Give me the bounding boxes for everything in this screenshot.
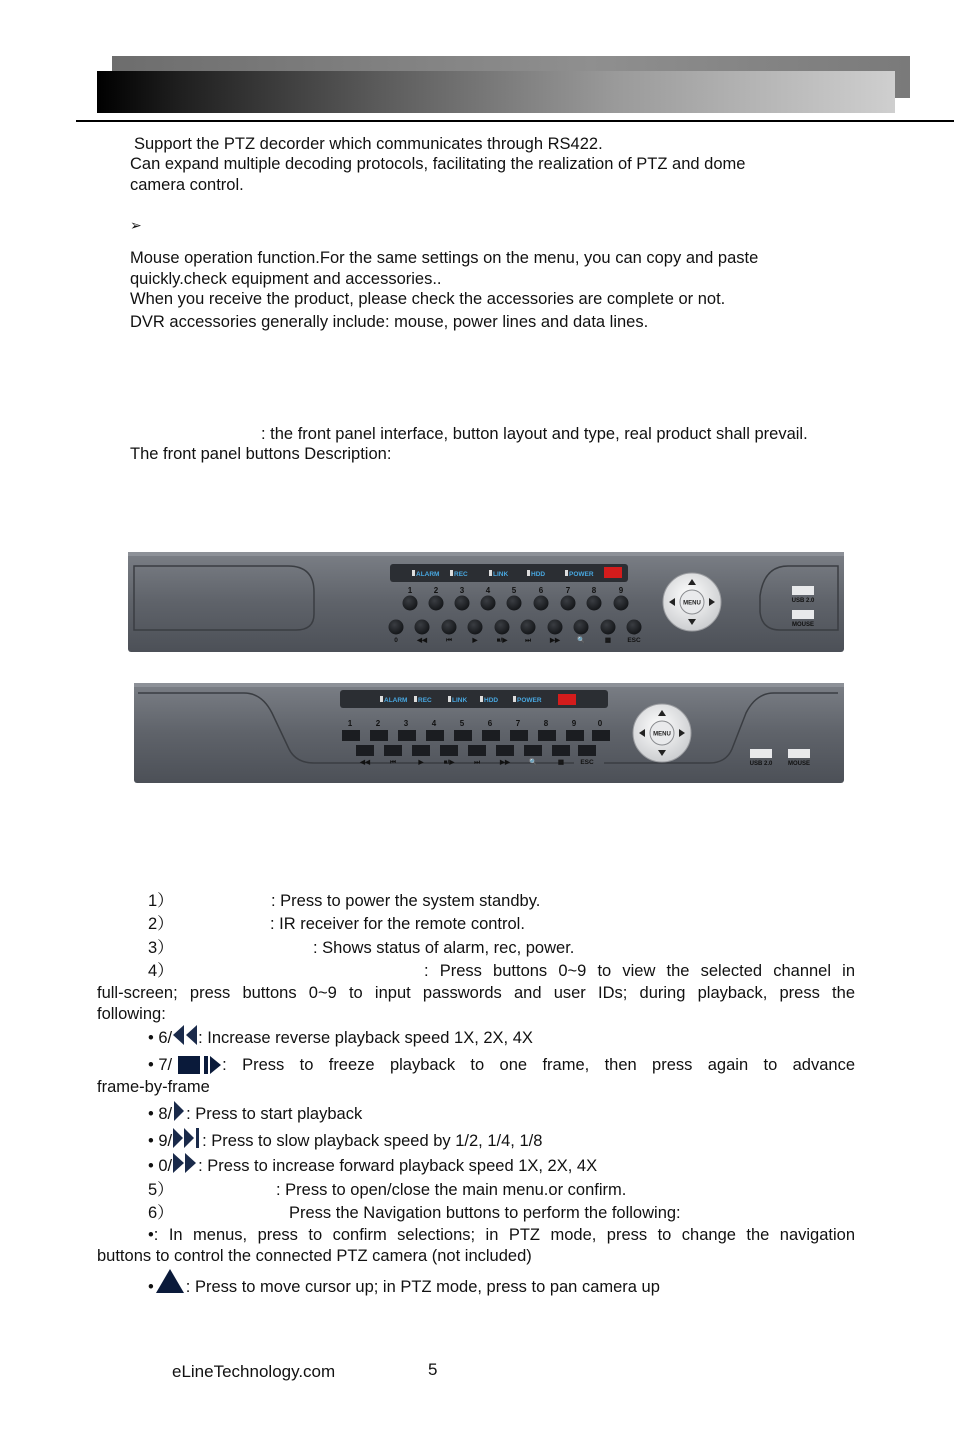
digit-button[interactable] xyxy=(534,596,549,611)
digit-button[interactable] xyxy=(592,730,610,741)
led-label-rec: REC xyxy=(418,697,432,704)
mouse-line-2: quickly.check equipment and accessories.. xyxy=(130,270,442,288)
item-1-text: : Press to power the system standby. xyxy=(271,892,541,910)
digit-button[interactable] xyxy=(370,730,388,741)
note-line-1: : the front panel interface, button layout and type, real product shall prevail. xyxy=(261,425,808,443)
digit-label: 4 xyxy=(431,719,437,728)
digit-button[interactable] xyxy=(454,730,472,741)
digit-button[interactable] xyxy=(566,730,584,741)
header-rule xyxy=(76,120,954,122)
esc-button[interactable] xyxy=(627,620,642,635)
usb-port[interactable] xyxy=(750,749,772,758)
prev-button[interactable] xyxy=(442,620,457,635)
bullet-6-text: : Increase reverse playback speed 1X, 2X, 4X xyxy=(198,1029,533,1047)
bullet-7-prefix: • 7/ xyxy=(148,1056,173,1074)
pause-button[interactable] xyxy=(440,745,458,756)
svg-text:⏮: ⏮ xyxy=(446,637,452,644)
mouse-port[interactable] xyxy=(792,610,814,619)
bullet-7-line-2: frame-by-frame xyxy=(97,1078,210,1096)
fast-forward-icon xyxy=(172,1152,198,1174)
rewind-button[interactable] xyxy=(356,745,374,756)
forward-button[interactable] xyxy=(548,620,563,635)
led-label-power: POWER xyxy=(569,571,594,578)
led-label-power: POWER xyxy=(517,697,542,704)
item-4-line-2: full-screen; press buttons 0~9 to input passwords and user IDs; during playback, press the xyxy=(97,984,855,1002)
bullet-0 xyxy=(148,1152,597,1179)
bullet-6 xyxy=(148,1024,533,1051)
digit-button[interactable] xyxy=(429,596,444,611)
led-label-alarm: ALARM xyxy=(384,697,408,704)
bullet-9-prefix: • 9/ xyxy=(148,1132,173,1150)
play-button[interactable] xyxy=(468,620,483,635)
bullet-9 xyxy=(148,1127,542,1154)
item-3-text: : Shows status of alarm, rec, power. xyxy=(313,939,575,957)
bullet-6-prefix: • 6/ xyxy=(148,1029,173,1047)
digit-button[interactable] xyxy=(587,596,602,611)
digit-label: 7 xyxy=(515,719,521,728)
page-number: 5 xyxy=(428,1360,438,1379)
pause-step-icon xyxy=(178,1054,222,1076)
item-1-number: 1） xyxy=(148,892,174,910)
led-label-alarm: ALARM xyxy=(416,571,440,578)
digit-label: 9 xyxy=(571,719,577,728)
digit-button[interactable] xyxy=(426,730,444,741)
svg-text:▶: ▶ xyxy=(418,759,424,766)
digit-label: 9 xyxy=(618,586,624,595)
multi-screen-button[interactable] xyxy=(552,745,570,756)
esc-label: ESC xyxy=(627,637,641,644)
item-3-number: 3） xyxy=(148,939,174,957)
digit-label: 1 xyxy=(347,719,353,728)
digit-button[interactable] xyxy=(455,596,470,611)
led-label-link: LINK xyxy=(452,697,468,704)
svg-text:⏭: ⏭ xyxy=(525,637,531,644)
digit-button[interactable] xyxy=(614,596,629,611)
digit-label: 5 xyxy=(459,719,465,728)
bullet-7-text: : Press to freeze playback to one frame, then press again to advance xyxy=(222,1056,855,1074)
mouse-label: MOUSE xyxy=(787,761,811,767)
svg-text:⏭: ⏭ xyxy=(474,759,480,766)
led-label-rec: REC xyxy=(454,571,468,578)
bullet-9-text: : Press to slow playback speed by 1/2, 1/4, 1/8 xyxy=(202,1132,543,1150)
digit-label: 1 xyxy=(407,586,413,595)
next-button[interactable] xyxy=(468,745,486,756)
multi-screen-button[interactable] xyxy=(601,620,616,635)
item-4-number: 4） xyxy=(148,962,174,980)
menu-label: MENU xyxy=(653,731,671,738)
usb-port[interactable] xyxy=(792,586,814,595)
digit-label: 5 xyxy=(511,586,517,595)
rewind-icon xyxy=(172,1024,198,1046)
pause-button[interactable] xyxy=(495,620,510,635)
intro-line-1: Support the PTZ decorder which communicates through RS422. xyxy=(134,135,603,153)
search-button[interactable] xyxy=(524,745,542,756)
svg-text:◀◀: ◀◀ xyxy=(360,759,370,766)
bullet-up-prefix: • xyxy=(148,1278,154,1296)
forward-button[interactable] xyxy=(496,745,514,756)
digit-button[interactable] xyxy=(538,730,556,741)
usb-label: USB 2.0 xyxy=(791,598,815,604)
bullet-up xyxy=(148,1267,660,1300)
intro-line-3: camera control. xyxy=(130,176,244,194)
svg-text:▶: ▶ xyxy=(472,637,478,644)
slow-forward-icon xyxy=(172,1127,202,1149)
nav-line-2: buttons to control the connected PTZ camera (not included) xyxy=(97,1247,532,1265)
led-label-hdd: HDD xyxy=(531,571,546,578)
rewind-button[interactable] xyxy=(415,620,430,635)
digit-label: 7 xyxy=(565,586,571,595)
digit-label: 2 xyxy=(375,719,381,728)
digit-button[interactable] xyxy=(510,730,528,741)
nav-line-1: •: In menus, press to confirm selections; in PTZ mode, press to change the navigation xyxy=(148,1226,855,1244)
item-4-text: : Press buttons 0~9 to view the selected channel in xyxy=(424,962,855,980)
led-label-hdd: HDD xyxy=(484,697,499,704)
esc-label: ESC xyxy=(580,759,594,766)
zero-label: 0 xyxy=(394,637,398,644)
svg-text:⏮: ⏮ xyxy=(390,759,396,766)
digit-label: 3 xyxy=(459,586,465,595)
bullet-up-text: : Press to move cursor up; in PTZ mode, press to pan camera up xyxy=(185,1278,660,1296)
svg-text:▦: ▦ xyxy=(557,759,565,766)
digit-button[interactable] xyxy=(398,730,416,741)
digit-button[interactable] xyxy=(482,730,500,741)
digit-button[interactable] xyxy=(403,596,418,611)
digit-label: 8 xyxy=(591,586,597,595)
item-6-number: 6） xyxy=(148,1204,174,1222)
digit-button[interactable] xyxy=(561,596,576,611)
play-button[interactable] xyxy=(412,745,430,756)
power-led xyxy=(558,694,576,705)
item-5-text: : Press to open/close the main menu.or confirm. xyxy=(276,1181,627,1199)
search-button[interactable] xyxy=(574,620,589,635)
svg-text:■/▶: ■/▶ xyxy=(496,637,508,644)
digit-label: 4 xyxy=(485,586,491,595)
front-panel-1 xyxy=(128,552,844,652)
menu-label: MENU xyxy=(683,600,701,607)
power-led xyxy=(604,567,622,578)
digit-button[interactable] xyxy=(507,596,522,611)
prev-button[interactable] xyxy=(384,745,402,756)
digit-0-button[interactable] xyxy=(389,620,404,635)
mouse-port[interactable] xyxy=(788,749,810,758)
digit-label: 2 xyxy=(433,586,439,595)
mouse-line-1: Mouse operation function.For the same settings on the menu, you can copy and paste xyxy=(130,249,759,267)
led-label-link: LINK xyxy=(493,571,509,578)
digit-label: 0 xyxy=(597,719,603,728)
digit-button[interactable] xyxy=(481,596,496,611)
svg-text:▶▶: ▶▶ xyxy=(500,759,510,766)
up-triangle-icon xyxy=(154,1267,186,1295)
svg-text:▶▶: ▶▶ xyxy=(550,637,560,644)
bullet-8-prefix: • 8/ xyxy=(148,1105,173,1123)
digit-label: 6 xyxy=(538,586,544,595)
item-2-text: : IR receiver for the remote control. xyxy=(270,915,525,933)
usb-label: USB 2.0 xyxy=(749,761,773,767)
svg-text:🔍: 🔍 xyxy=(576,637,586,644)
mouse-label: MOUSE xyxy=(791,622,815,628)
header-bar xyxy=(97,71,895,113)
play-icon xyxy=(172,1100,186,1122)
digit-label: 3 xyxy=(403,719,409,728)
footer-site: eLineTechnology.com xyxy=(172,1362,336,1381)
item-5-number: 5） xyxy=(148,1181,174,1199)
intro-line-2: Can expand multiple decoding protocols, facilitating the realization of PTZ and dome xyxy=(130,155,746,173)
svg-text:■/▶: ■/▶ xyxy=(443,759,455,766)
item-6-text: Press the Navigation buttons to perform the following: xyxy=(289,1204,681,1222)
item-2-number: 2） xyxy=(148,915,174,933)
svg-text:◀◀: ◀◀ xyxy=(417,637,427,644)
note-line-2: The front panel buttons Description: xyxy=(130,445,392,463)
receive-line: When you receive the product, please check the accessories are complete or not. xyxy=(130,290,726,308)
bullet-8-text: : Press to start playback xyxy=(186,1105,363,1123)
svg-text:▦: ▦ xyxy=(604,637,612,644)
bullet-0-text: : Press to increase forward playback speed 1X, 2X, 4X xyxy=(198,1157,598,1175)
bullet-7 xyxy=(148,1052,855,1078)
esc-button[interactable] xyxy=(578,745,596,756)
arrow-bullet-icon: ➢ xyxy=(130,217,142,233)
accessories-line: DVR accessories generally include: mouse, power lines and data lines. xyxy=(130,313,649,331)
next-button[interactable] xyxy=(521,620,536,635)
bullet-8 xyxy=(148,1100,362,1127)
digit-label: 6 xyxy=(487,719,493,728)
front-panel-2 xyxy=(134,683,844,783)
item-4-line-3: following: xyxy=(97,1005,166,1023)
digit-button[interactable] xyxy=(342,730,360,741)
bullet-0-prefix: • 0/ xyxy=(148,1157,173,1175)
svg-text:🔍: 🔍 xyxy=(528,759,538,766)
digit-label: 8 xyxy=(543,719,549,728)
